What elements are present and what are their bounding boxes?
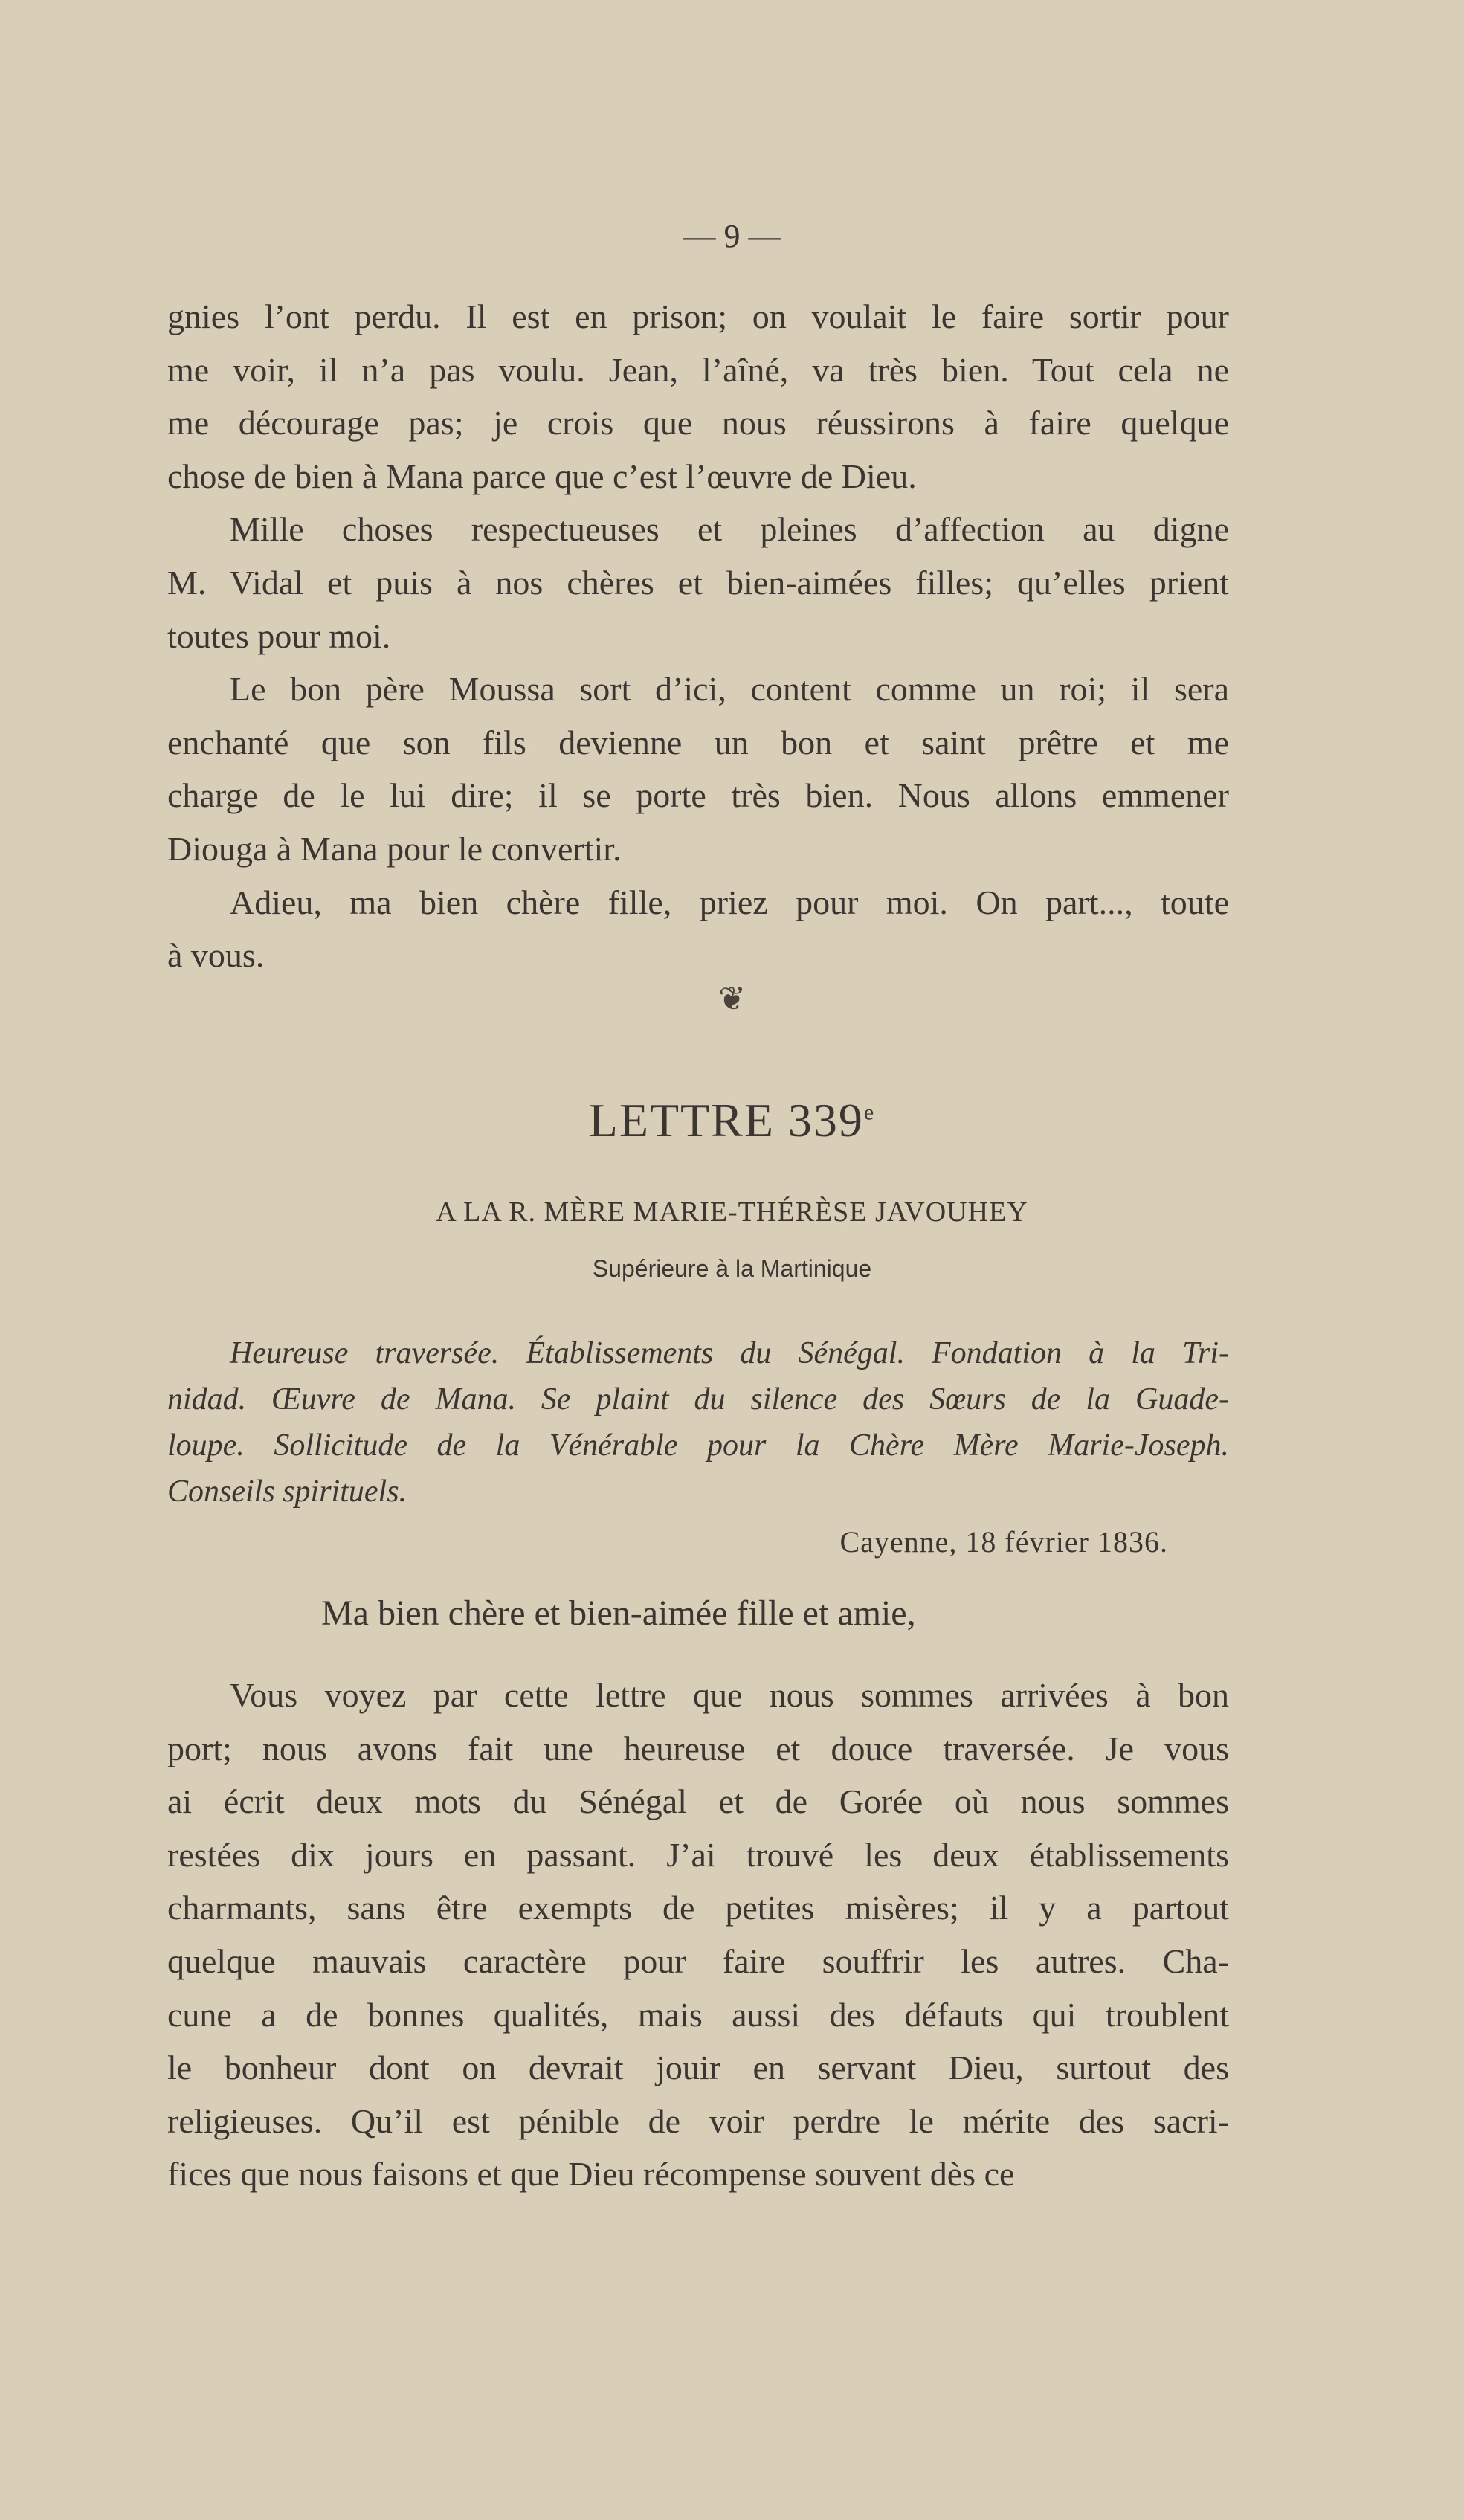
text-line: nidad. Œuvre de Mana. Se plaint du silence des Sœurs de la Guade- [167, 1382, 1229, 1417]
text-line: me décourage pas; je crois que nous réussirons à faire quelque [167, 404, 1229, 442]
paragraph [167, 290, 1229, 503]
paragraph [167, 503, 1229, 663]
text-line: port; nous avons fait une heureuse et douce traversée. Je vous [167, 1729, 1229, 1767]
text-line: religieuses. Qu’il est pénible de voir perdre le mérite des sacri- [167, 2101, 1229, 2140]
letter-date: Cayenne, 18 février 1836. [839, 1525, 1168, 1559]
text-line: gnies l’ont perdu. Il est en prison; on voulait le faire sortir pour [167, 297, 1229, 335]
text-line: Le bon père Moussa sort d’ici, content comme un roi; il sera [230, 670, 1229, 709]
paragraph [167, 1669, 1229, 2201]
text-line: le bonheur dont on devrait jouir en servant Dieu, surtout des [167, 2049, 1229, 2087]
text-line: restées dix jours en passant. J’ai trouvé les deux établissements [167, 1835, 1229, 1874]
text-line: Vous voyez par cette lettre que nous sommes arrivées à bon [230, 1676, 1229, 1714]
text-line: Heureuse traversée. Établissements du Sénégal. Fondation à la Tri- [230, 1336, 1229, 1370]
text-line: cune a de bonnes qualités, mais aussi des défauts qui troublent [167, 1995, 1229, 2034]
text-line: charmants, sans être exempts de petites misères; il y a partout [167, 1889, 1229, 1927]
text-line: à vous. [167, 936, 265, 975]
text-line: Mille choses respectueuses et pleines d’affection au digne [230, 510, 1229, 549]
text-line: fices que nous faisons et que Dieu récompense souvent dès ce [167, 2155, 1015, 2194]
text-line: M. Vidal et puis à nos chères et bien-aimées filles; qu’elles prient [167, 563, 1229, 602]
letter-title [0, 1093, 1464, 1148]
text-line: ai écrit deux mots du Sénégal et de Gorée où nous sommes [167, 1782, 1229, 1821]
fleuron-ornament-icon: ❦ [718, 981, 746, 1017]
letter-continuation [167, 290, 1229, 982]
paragraph [167, 663, 1229, 875]
text-line: toutes pour moi. [167, 616, 391, 655]
text-line: Conseils spirituels. [167, 1475, 407, 1509]
text-line: quelque mauvais caractère pour faire souffrir les autres. Cha- [167, 1941, 1229, 1980]
addressee-subtitle: Supérieure à la Martinique [592, 1255, 872, 1282]
text-line: Adieu, ma bien chère fille, priez pour moi. On part..., toute [230, 883, 1229, 921]
text-line: enchanté que son fils devienne un bon et saint prêtre et me [167, 723, 1229, 761]
letter-summary [167, 1330, 1229, 1515]
letter-body [167, 1669, 1229, 2201]
letter-title-sup: e [863, 1100, 876, 1125]
text-line: charge de le lui dire; il se porte très bien. Nous allons emmener [167, 776, 1229, 815]
paragraph [167, 1330, 1229, 1515]
text-line: loupe. Sollicitude de la Vénérable pour la Chère Mère Marie-Joseph. [167, 1428, 1229, 1463]
text-line: Diouga à Mana pour le convertir. [167, 829, 622, 868]
addressee: A LA R. MÈRE MARIE-THÉRÈSE JAVOUHEY [436, 1196, 1028, 1228]
text-line: me voir, il n’a pas voulu. Jean, l’aîné, va très bien. Tout cela ne [167, 350, 1229, 389]
salutation: Ma bien chère et bien-aimée fille et amie, [321, 1593, 916, 1633]
page-number: — 9 — [683, 218, 781, 254]
paragraph [167, 876, 1229, 982]
letter-title-text: LETTRE 339 [588, 1094, 864, 1147]
text-line: chose de bien à Mana parce que c’est l’œuvre de Dieu. [167, 457, 917, 495]
